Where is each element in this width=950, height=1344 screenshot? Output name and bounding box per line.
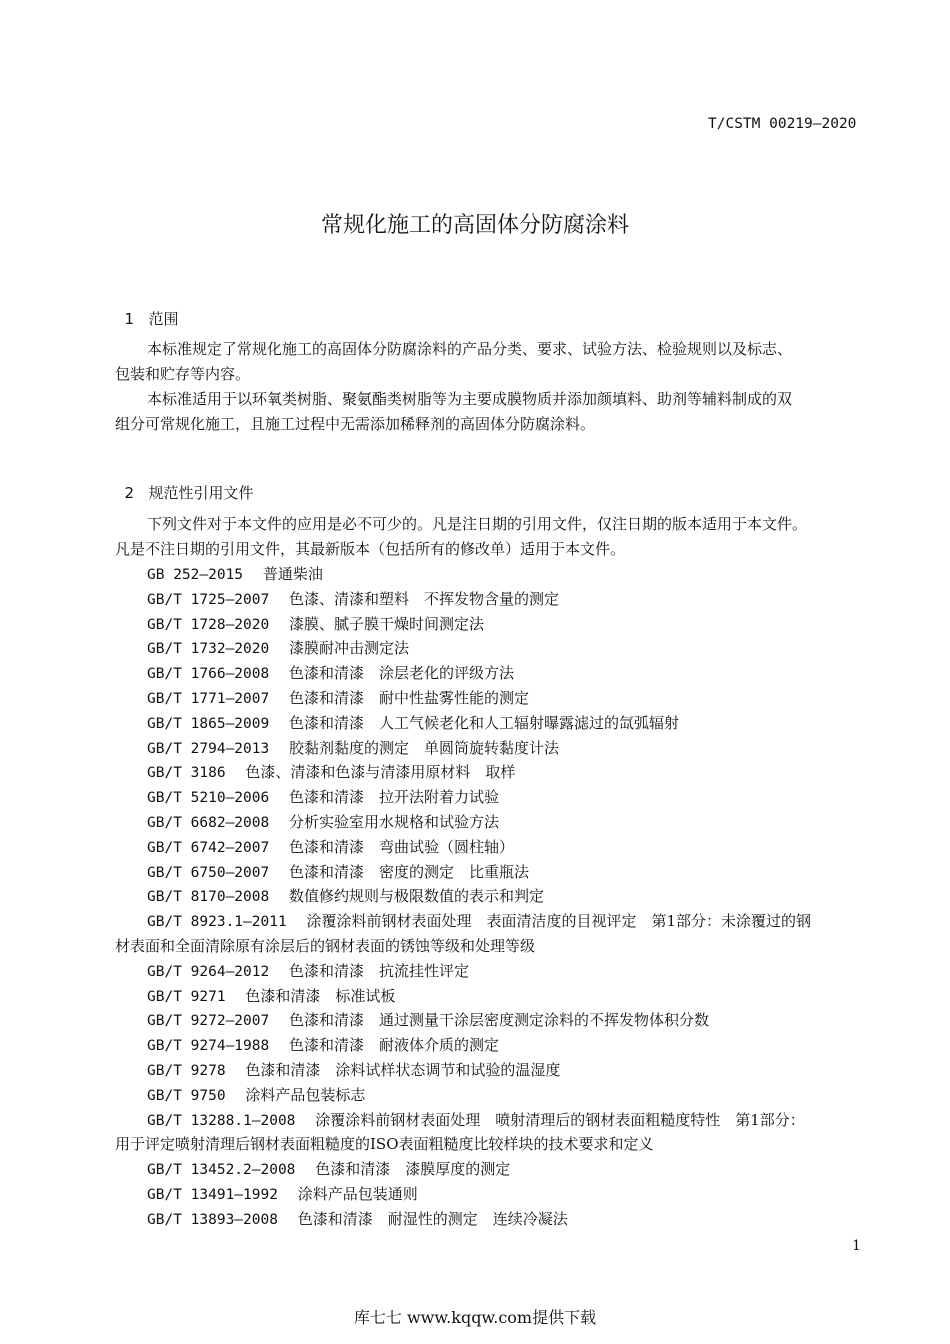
reference-code: GB/T 6742—2007 bbox=[147, 840, 270, 856]
reference-title: 数值修约规则与极限数值的表示和判定 bbox=[289, 887, 545, 905]
references-intro-line-2: 凡是不注日期的引用文件，其最新版本（包括所有的修改单）适用于本文件。 bbox=[115, 540, 626, 558]
reference-title: 色漆和清漆 弯曲试验（圆柱轴） bbox=[289, 838, 515, 856]
reference-item bbox=[147, 687, 529, 708]
reference-title: 色漆和清漆 通过测量干涂层密度测定涂料的不挥发物体积分数 bbox=[289, 1011, 710, 1029]
reference-title: 色漆和清漆 涂料试样状态调节和试验的温湿度 bbox=[245, 1061, 561, 1079]
reference-code: GB/T 2794—2013 bbox=[147, 741, 270, 757]
reference-item bbox=[147, 712, 679, 733]
reference-code: GB/T 1865—2009 bbox=[147, 716, 270, 732]
section-1-number: 1 bbox=[124, 310, 135, 328]
reference-code: GB/T 1766—2008 bbox=[147, 666, 270, 682]
reference-title: 胶黏剂黏度的测定 单圆筒旋转黏度计法 bbox=[289, 739, 560, 757]
reference-title: 涂料产品包装通则 bbox=[297, 1185, 418, 1203]
reference-title: 涂覆涂料前钢材表面处理 喷射清理后的钢材表面粗糙度特性 第1部分： bbox=[315, 1111, 805, 1129]
reference-title: 色漆、清漆和色漆与清漆用原材料 取样 bbox=[245, 763, 516, 781]
reference-title: 色漆和清漆 密度的测定 比重瓶法 bbox=[289, 863, 530, 881]
reference-code: GB/T 13491—1992 bbox=[147, 1187, 278, 1203]
reference-item bbox=[147, 786, 499, 807]
scope-paragraph-2-line-2: 组分可常规化施工，且施工过程中无需添加稀释剂的高固体分防腐涂料。 bbox=[115, 415, 596, 433]
reference-title: 色漆和清漆 耐中性盐雾性能的测定 bbox=[289, 689, 530, 707]
reference-title: 漆膜、腻子膜干燥时间测定法 bbox=[289, 615, 485, 633]
reference-code: GB/T 13288.1—2008 bbox=[147, 1113, 296, 1129]
reference-title: 色漆和清漆 人工气候老化和人工辐射曝露滤过的氙弧辐射 bbox=[289, 714, 680, 732]
reference-title-continuation: 用于评定喷射清理后钢材表面粗糙度的ISO表面粗糙度比较样块的技术要求和定义 bbox=[115, 1135, 654, 1153]
reference-item bbox=[147, 613, 484, 634]
reference-title: 色漆和清漆 涂层老化的评级方法 bbox=[289, 664, 515, 682]
reference-code: GB/T 13893—2008 bbox=[147, 1212, 278, 1228]
reference-item bbox=[147, 1034, 499, 1055]
reference-item bbox=[147, 836, 514, 857]
reference-code: GB/T 9272—2007 bbox=[147, 1013, 270, 1029]
reference-item bbox=[147, 1183, 418, 1204]
reference-code: GB 252—2015 bbox=[147, 567, 244, 583]
reference-title: 色漆和清漆 标准试板 bbox=[245, 987, 396, 1005]
reference-title: 色漆、清漆和塑料 不挥发物含量的测定 bbox=[289, 590, 560, 608]
reference-item bbox=[147, 1084, 365, 1105]
reference-code: GB/T 9274—1988 bbox=[147, 1038, 270, 1054]
section-1-heading bbox=[115, 290, 179, 329]
reference-title: 色漆和清漆 耐液体介质的测定 bbox=[289, 1036, 500, 1054]
reference-item bbox=[147, 563, 323, 584]
download-footer: 库七七 www.kqqw.com提供下载 bbox=[353, 1308, 597, 1327]
reference-item bbox=[147, 761, 515, 782]
section-2-number: 2 bbox=[124, 484, 135, 502]
reference-code: GB/T 1725—2007 bbox=[147, 592, 270, 608]
scope-paragraph-2-line-1: 本标准适用于以环氧类树脂、聚氨酯类树脂等为主要成膜物质并添加颜填料、助剂等辅料制成的双 bbox=[147, 390, 793, 408]
reference-code: GB/T 9278 bbox=[147, 1063, 226, 1079]
reference-code: GB/T 5210—2006 bbox=[147, 790, 270, 806]
reference-code: GB/T 1771—2007 bbox=[147, 691, 270, 707]
reference-title: 色漆和清漆 抗流挂性评定 bbox=[289, 962, 470, 980]
reference-title-continuation: 材表面和全面清除原有涂层后的钢材表面的锈蚀等级和处理等级 bbox=[115, 937, 536, 955]
reference-code: GB/T 8923.1—2011 bbox=[147, 914, 287, 930]
document-number: T/CSTM 00219—2020 bbox=[708, 116, 857, 132]
document-title: 常规化施工的高固体分防腐涂料 bbox=[320, 213, 629, 238]
reference-code: GB/T 8170—2008 bbox=[147, 889, 270, 905]
reference-title: 涂料产品包装标志 bbox=[245, 1086, 366, 1104]
section-1-title: 范围 bbox=[148, 310, 179, 328]
page-number: 1 bbox=[852, 1238, 861, 1254]
references-intro-line-1: 下列文件对于本文件的应用是必不可少的。凡是注日期的引用文件，仅注日期的版本适用于本文件。 bbox=[147, 515, 808, 533]
reference-code: GB/T 9750 bbox=[147, 1088, 226, 1104]
reference-item bbox=[147, 662, 514, 683]
reference-title: 分析实验室用水规格和试验方法 bbox=[289, 813, 500, 831]
section-2-title: 规范性引用文件 bbox=[148, 484, 254, 502]
reference-item bbox=[147, 861, 529, 882]
reference-title: 色漆和清漆 耐湿性的测定 连续冷凝法 bbox=[297, 1210, 568, 1228]
reference-item bbox=[147, 637, 409, 658]
reference-item bbox=[147, 1109, 805, 1130]
reference-item bbox=[147, 985, 395, 1006]
reference-title: 漆膜耐冲击测定法 bbox=[289, 639, 410, 657]
reference-item bbox=[147, 1009, 709, 1030]
reference-title: 色漆和清漆 漆膜厚度的测定 bbox=[315, 1160, 511, 1178]
reference-title: 色漆和清漆 拉开法附着力试验 bbox=[289, 788, 500, 806]
reference-item bbox=[147, 960, 469, 981]
reference-item bbox=[147, 1059, 560, 1080]
reference-code: GB/T 1728—2020 bbox=[147, 617, 270, 633]
reference-code: GB/T 6682—2008 bbox=[147, 815, 270, 831]
reference-code: GB/T 9264—2012 bbox=[147, 964, 270, 980]
reference-item bbox=[147, 1158, 510, 1179]
reference-item bbox=[147, 885, 544, 906]
scope-paragraph-1-line-2: 包装和贮存等内容。 bbox=[115, 365, 251, 383]
reference-title: 涂覆涂料前钢材表面处理 表面清洁度的目视评定 第1部分：未涂覆过的钢 bbox=[306, 912, 812, 930]
reference-code: GB/T 3186 bbox=[147, 765, 226, 781]
scope-paragraph-1-line-1: 本标准规定了常规化施工的高固体分防腐涂料的产品分类、要求、试验方法、检验规则以及标志、 bbox=[147, 340, 793, 358]
reference-item bbox=[147, 737, 559, 758]
reference-item bbox=[147, 1208, 568, 1229]
reference-code: GB/T 6750—2007 bbox=[147, 865, 270, 881]
reference-code: GB/T 1732—2020 bbox=[147, 641, 270, 657]
reference-code: GB/T 9271 bbox=[147, 989, 226, 1005]
reference-title: 普通柴油 bbox=[262, 565, 323, 583]
reference-item bbox=[147, 811, 499, 832]
reference-item bbox=[147, 910, 811, 931]
section-2-heading bbox=[115, 464, 254, 503]
reference-item bbox=[147, 588, 559, 609]
reference-code: GB/T 13452.2—2008 bbox=[147, 1162, 296, 1178]
